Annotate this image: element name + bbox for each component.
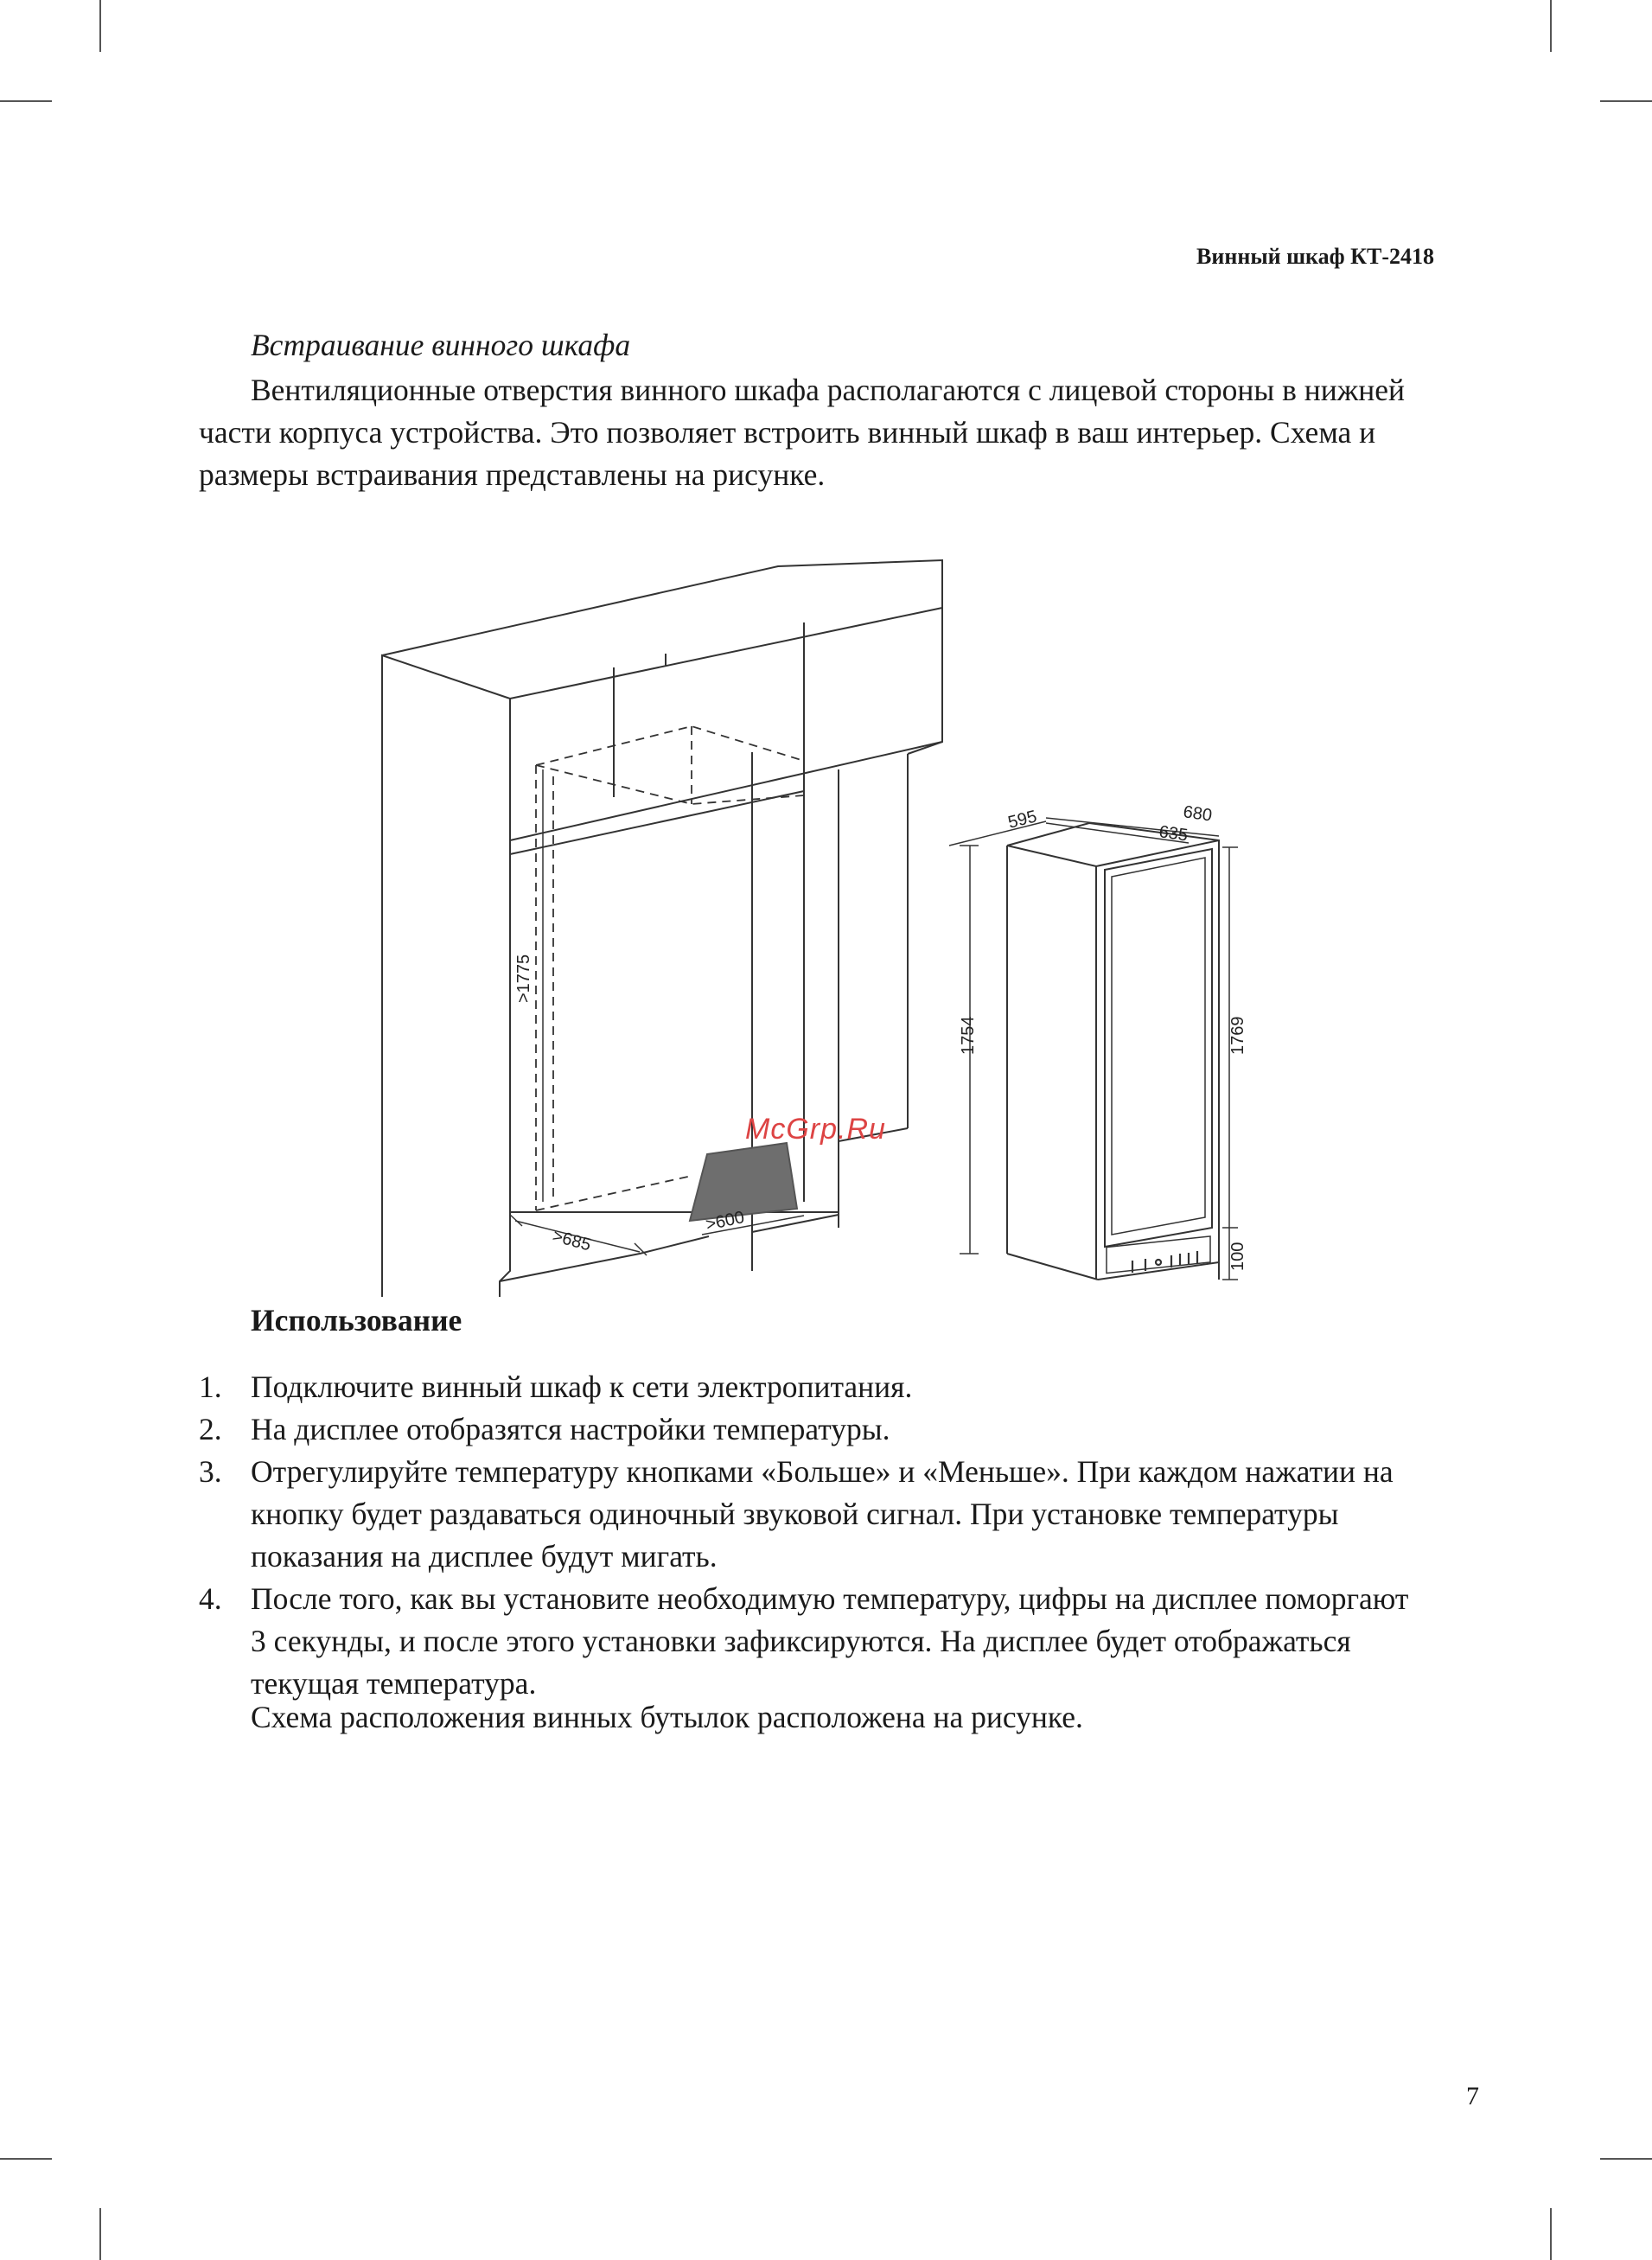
crop-mark xyxy=(99,2208,101,2260)
crop-mark xyxy=(0,100,52,102)
section-title-usage: Использование xyxy=(251,1303,462,1337)
list-item xyxy=(199,1408,1426,1451)
niche-height-label: >1775 xyxy=(514,954,533,1003)
crop-mark xyxy=(99,0,101,52)
unit-dimensions xyxy=(949,818,1238,1280)
step-text: На дисплее отобразятся настройки температуры. xyxy=(251,1412,890,1446)
usage-steps xyxy=(199,1366,1426,1705)
unit-depth-door-label: 680 xyxy=(1182,802,1214,826)
list-item xyxy=(199,1451,1426,1578)
step-number: 1. xyxy=(199,1369,222,1404)
installation-diagram xyxy=(354,519,1297,1297)
crop-mark xyxy=(0,2158,52,2160)
unit-plinth-label: 100 xyxy=(1228,1242,1247,1271)
list-item xyxy=(199,1366,1426,1408)
wine-cabinet-unit xyxy=(1007,520,1219,1280)
unit-height-total-label: 1769 xyxy=(1228,1016,1247,1055)
closing-sentence: Схема расположения винных бутылок расположена на рисунке. xyxy=(251,1700,1083,1734)
crop-mark xyxy=(1550,2208,1552,2260)
niche-width-label: >600 xyxy=(704,1208,747,1235)
niche-floor xyxy=(690,1143,797,1221)
step-text: Подключите винный шкаф к сети электропитания. xyxy=(251,1369,913,1404)
crop-mark xyxy=(1550,0,1552,52)
intro-paragraph xyxy=(199,369,1409,496)
running-header: Винный шкаф КТ-2418 xyxy=(1196,244,1434,269)
niche-depth-label: >685 xyxy=(550,1226,593,1255)
crop-mark xyxy=(1600,100,1652,102)
crop-mark xyxy=(1600,2158,1652,2160)
watermark: McGrp.Ru xyxy=(745,1113,886,1146)
step-number: 4. xyxy=(199,1581,222,1616)
page-number: 7 xyxy=(1466,2082,1479,2110)
furniture-cabinet xyxy=(382,560,942,1297)
step-number: 2. xyxy=(199,1412,222,1446)
list-item xyxy=(199,1578,1426,1705)
step-text: Отрегулируйте температуру кнопками «Больше» и «Меньше». При каждом нажатии на кнопку будет раздаваться одиночный звуковой сигнал. При установке температуры показания на дисплее будут мигать. xyxy=(251,1454,1394,1574)
step-text: После того, как вы установите необходимую температуру, цифры на дисплее поморгают 3 секунды, и после этого установки зафиксируются. На дисплее будет отображаться текущая температура. xyxy=(251,1581,1409,1701)
intro-paragraph-text: Вентиляционные отверстия винного шкафа располагаются с лицевой стороны в нижней части корпуса устройства. Это позволяет встроить винный шкаф в ваш интерьер. Схема и размеры встраивания представлены на рисунке. xyxy=(199,373,1406,492)
section-title-builtin: Встраивание винного шкафа xyxy=(251,328,631,362)
unit-width-label: 595 xyxy=(1005,807,1039,833)
step-number: 3. xyxy=(199,1454,222,1489)
unit-depth-body-label: 635 xyxy=(1158,822,1190,846)
unit-height-body-label: 1754 xyxy=(959,1016,978,1055)
